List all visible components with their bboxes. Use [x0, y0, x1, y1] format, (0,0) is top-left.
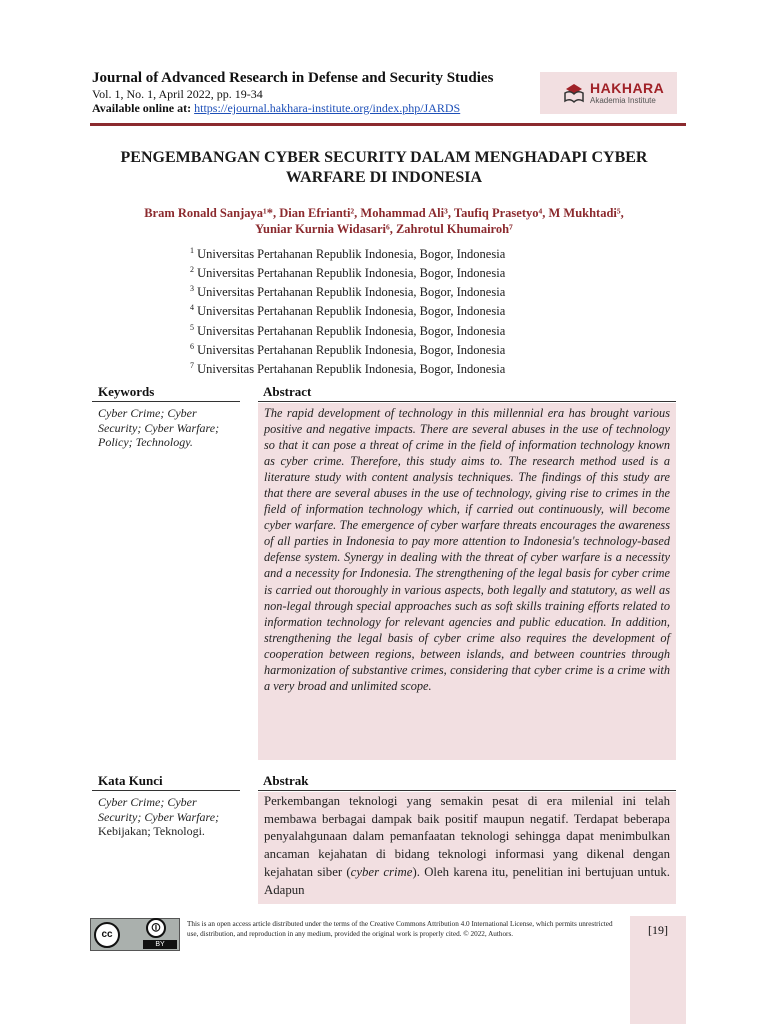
journal-volume: Vol. 1, No. 1, April 2022, pp. 19-34	[92, 87, 263, 101]
publisher-logo	[540, 72, 677, 114]
article-title	[100, 148, 668, 188]
header-divider	[90, 123, 686, 126]
abstract-rule	[258, 401, 676, 402]
journal-title: Journal of Advanced Research in Defense and Security Studies	[92, 70, 494, 86]
title-line-1: PENGEMBANGAN CYBER SECURITY DALAM MENGHADAPI CYBER	[120, 149, 648, 166]
affiliation: $^5$ Universitas Pertahanan Republik Indonesia, Bogor, Indonesia	[190, 322, 506, 338]
page-number: [19]	[648, 923, 668, 937]
affiliation: $^7$ Universitas Pertahanan Republik Indonesia, Bogor, Indonesia	[190, 360, 506, 377]
cc-license-badge[interactable]	[90, 918, 180, 951]
authors-line-2: Yuniar Kurnia Widasari⁶, Zahrotul Khumairoh⁷	[255, 222, 513, 236]
kata-kunci-rule	[92, 790, 240, 791]
authors-line-1: Bram Ronald Sanjaya¹*, Dian Efrianti², Mohammad Ali³, Taufiq Prasetyo⁴, M Mukhtadi⁵,	[144, 206, 624, 220]
affiliation: $^1$ Universitas Pertahanan Republik Indonesia, Bogor, Indonesia	[190, 246, 506, 262]
journal-url-link[interactable]: https://ejournal.hakhara-institute.org/index.php/JARDS	[194, 101, 461, 115]
abstrak-text: Perkembangan teknologi yang semakin pesat di era milenial ini telah membawa berbagai dampak baik positif maupun negatif. Terdapat beberapa penyalahgunaan dalam pemanfaatan teknologi sehingga dapat menimbulkan ancaman kejahatan di bidang teknologi informasi yang dikenal dengan kejahatan siber (cyber crime). Oleh karena itu, penelitian ini bertujuan untuk. Adapun	[264, 794, 670, 897]
license-text: This is an open access article distributed under the terms of the Creative Commons Attribution 4.0 International License, which permits unrestricted use, distribution, and reproduction in any medium, provided the original work is properly cited. © 2022, Authors.	[187, 920, 613, 938]
affiliation: $^2$ Universitas Pertahanan Republik Indonesia, Bogor, Indonesia	[190, 265, 506, 281]
journal-header	[92, 70, 532, 115]
keywords-rule	[92, 401, 240, 402]
author-list	[92, 205, 676, 237]
logo-subtitle: Akademia Institute	[590, 96, 656, 105]
by-label: BY	[143, 940, 177, 949]
keywords-heading: Keywords	[98, 384, 155, 399]
affiliation-list	[190, 243, 610, 377]
affiliation: $^3$ Universitas Pertahanan Republik Indonesia, Bogor, Indonesia	[190, 284, 506, 300]
kata-kunci-heading: Kata Kunci	[98, 773, 163, 788]
abstrak-rule	[258, 790, 676, 791]
abstrak-heading: Abstrak	[263, 773, 309, 788]
journal-availability	[92, 101, 532, 115]
logo-name: HAKHARA	[590, 80, 665, 96]
cc-icon: cc	[94, 922, 120, 948]
affiliation: $^4$ Universitas Pertahanan Republik Indonesia, Bogor, Indonesia	[190, 303, 506, 319]
abstract-text: The rapid development of technology in this millennial era has brought various positive and negative impacts. There are several abuses in the use of technology so that it can pose a threat of crime in the field of information technology known as cyber crime. Therefore, this study aims to. The research method used is a literature study with content analysis techniques. The findings of this study are that there are several abuses in the use of technology, giving rise to crimes in the field of information technology which, if carried out continuously, will become cyber warfare. The emergence of cyber warfare threats encourages the awareness of all parties in Indonesia to pay more attention to Indonesia's technology-based defense system. Synergy in dealing with the threat of cyber warfare is a necessity and a necessity for Indonesia. The strengthening of the legal basis for cyber crime is carried out thoroughly in various aspects, both legally and statutory, as well as non-legal through special approaches such as soft skills training efforts related to information technology for relevant agencies and public education. In addition, strengthening the legal basis of cyber crime also requires the development of cooperation between regions, between islands, and between countries through harmonization of substantive crimes, considering that cyber crime is a crime with a very broad and unlimited scope.	[264, 406, 670, 693]
affiliation: $^6$ Universitas Pertahanan Republik Indonesia, Bogor, Indonesia	[190, 341, 506, 357]
title-line-2: WARFARE DI INDONESIA	[285, 169, 483, 186]
available-label: Available online at:	[92, 101, 192, 115]
person-icon: 🛈	[146, 918, 166, 938]
page-number-box	[630, 916, 686, 1024]
book-logo-icon	[562, 82, 586, 104]
kata-kunci-text: Cyber Crime; Cyber Security; Cyber Warfare; Kebijakan; Teknologi.	[98, 795, 220, 838]
keywords-text: Cyber Crime; Cyber Security; Cyber Warfare; Policy; Technology.	[98, 406, 220, 449]
abstract-heading: Abstract	[263, 384, 312, 399]
